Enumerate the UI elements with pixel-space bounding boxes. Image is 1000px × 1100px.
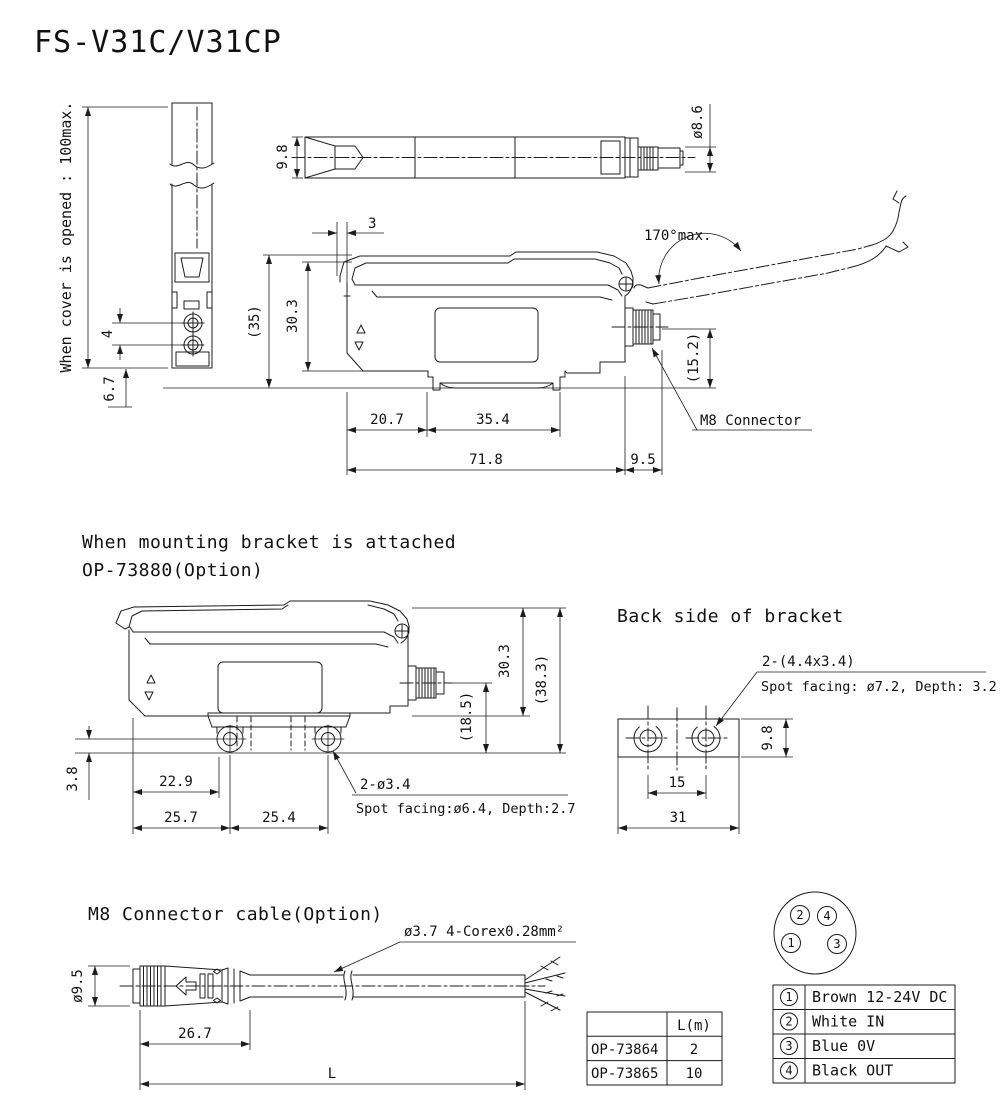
bracket-view-body (116, 601, 452, 753)
top-view (275, 104, 716, 178)
cable-view (70, 904, 576, 1090)
dim-label-18-5: (18.5) (459, 691, 475, 743)
side-view-body (170, 103, 214, 368)
dim-label-4: 4 (100, 329, 116, 339)
dim-label-20-7: 20.7 (370, 412, 404, 428)
dim-label-6-7: 6.7 (102, 376, 118, 402)
cable-body (120, 957, 565, 1011)
bracket-hole-note-line1: 2-ø3.4 (360, 777, 411, 793)
legend-pin-3: 3 (785, 1039, 793, 1053)
dim-label-25-4: 25.4 (262, 810, 296, 826)
dim-label-35-4: 35.4 (476, 412, 510, 428)
dim-label-L: L (327, 1066, 337, 1082)
cover-angle-label: 170°max. (644, 228, 712, 244)
back-hole-note-line2: Spot facing: ø7.2, Depth: 3.2 (761, 679, 997, 695)
dim-label-38-3: (38.3) (534, 654, 550, 706)
top-view-dimensions (292, 104, 716, 178)
pin-legend-table (773, 985, 955, 1083)
dim-label-15: 15 (668, 775, 686, 791)
dim-label-25-7: 25.7 (164, 810, 198, 826)
side-view (57, 102, 214, 407)
dim-label-30-3: 30.3 (285, 299, 301, 333)
cable-length-table (587, 1012, 722, 1085)
back-bracket-body (618, 706, 739, 772)
legend-desc-2: White IN (812, 1012, 885, 1031)
bracket-heading-line2: OP-73880(Option) (82, 560, 264, 581)
cable-heading: M8 Connector cable(Option) (88, 904, 383, 925)
legend-desc-4: Black OUT (812, 1061, 894, 1080)
dim-label-26-7: 26.7 (178, 1026, 212, 1042)
dim-label-3-8: 3.8 (65, 766, 81, 792)
length-table-value-2: 10 (685, 1066, 703, 1082)
back-hole-note-line1: 2-(4.4x3.4) (762, 654, 855, 670)
pin-1-number: 1 (787, 936, 795, 950)
cable-wire-note: ø3.7 4-Corex0.28mm² (404, 924, 565, 940)
back-bracket-view (617, 606, 997, 834)
dim-label-71-8: 71.8 (469, 452, 503, 468)
dim-label-31: 31 (669, 810, 687, 826)
dim-label-9-8: 9.8 (275, 144, 291, 170)
dim-label-3: 3 (368, 216, 377, 232)
length-table-model-1: OP-73864 (591, 1042, 659, 1058)
front-view-dimensions (163, 222, 812, 475)
front-view (163, 191, 908, 475)
legend-pin-4: 4 (785, 1063, 793, 1078)
length-table-value-1: 2 (689, 1042, 699, 1058)
pin-4-number: 4 (823, 909, 831, 923)
dim-label-back-9-8: 9.8 (760, 725, 776, 751)
dim-label-35: (35) (247, 305, 263, 339)
cover-open-note: When cover is opened : 100max. (57, 101, 75, 373)
legend-desc-3: Blue 0V (812, 1037, 876, 1055)
m8-connector-label: M8 Connector (700, 413, 802, 429)
dim-label-15-2: (15.2) (686, 332, 702, 384)
dim-label-bracket-30-3: 30.3 (497, 644, 513, 678)
dim-label-dia-9-5: ø9.5 (70, 969, 86, 1003)
side-view-dimensions (82, 107, 185, 407)
dim-label-22-9: 22.9 (159, 774, 193, 790)
pinout-diagram (774, 892, 856, 974)
legend-pin-2: 2 (785, 1014, 793, 1029)
pin-3-number: 3 (833, 937, 841, 951)
page-title: FS-V31C/V31CP (34, 25, 282, 60)
front-view-body (340, 191, 908, 390)
back-bracket-heading: Back side of bracket (617, 606, 844, 627)
bracket-view (65, 532, 575, 834)
bracket-heading-line1: When mounting bracket is attached (82, 532, 457, 553)
dim-label-dia-8-6: ø8.6 (690, 105, 706, 139)
pin-2-number: 2 (796, 908, 804, 922)
top-view-body (292, 137, 695, 178)
length-table-header: L(m) (677, 1018, 711, 1034)
length-table-model-2: OP-73865 (591, 1066, 659, 1082)
dim-label-9-5: 9.5 (630, 452, 656, 468)
legend-pin-1: 1 (785, 990, 793, 1004)
bracket-hole-note-line2: Spot facing:ø6.4, Depth:2.7 (356, 801, 576, 817)
legend-desc-1: Brown 12-24V DC (812, 988, 948, 1006)
